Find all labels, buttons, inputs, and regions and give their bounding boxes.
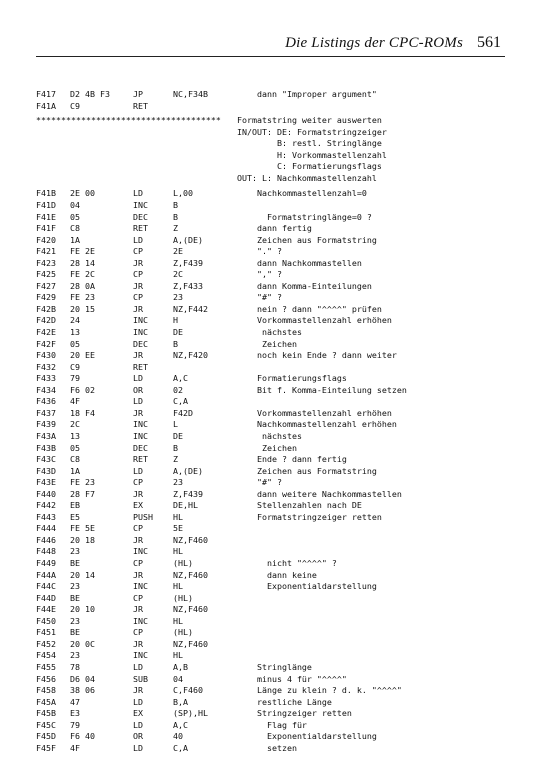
opcode-bytes: FE 2E <box>70 246 95 257</box>
mnemonic: RET <box>133 223 148 234</box>
opcode-bytes: 20 14 <box>70 569 95 580</box>
address: F43B <box>36 442 56 453</box>
opcode-bytes: 28 0A <box>70 280 95 291</box>
operand: 23 <box>173 477 183 488</box>
address: F45C <box>36 719 56 730</box>
mnemonic: CP <box>133 627 143 638</box>
mnemonic: CP <box>133 269 143 280</box>
comment: nein ? dann "^^^^" prüfen <box>237 303 382 314</box>
operand: (HL) <box>173 592 193 603</box>
operand: 04 <box>173 673 183 684</box>
comment: Stringzeiger retten <box>237 708 352 719</box>
operand: L,00 <box>173 188 193 199</box>
comment: IN/OUT: DE: Formatstringzeiger <box>237 126 387 137</box>
address: F458 <box>36 685 56 696</box>
opcode-bytes: 1A <box>70 234 80 245</box>
comment: "#" ? <box>237 292 282 303</box>
opcode-bytes: C9 <box>70 100 80 111</box>
opcode-bytes: 79 <box>70 373 80 384</box>
operand: NZ,F460 <box>173 638 208 649</box>
comment: Exponentialdarstellung <box>237 581 377 592</box>
opcode-bytes: BE <box>70 592 80 603</box>
opcode-bytes: 1A <box>70 465 80 476</box>
address: F448 <box>36 546 56 557</box>
operand: HL <box>173 615 183 626</box>
opcode-bytes: E3 <box>70 708 80 719</box>
mnemonic: OR <box>133 731 143 742</box>
comment: Formatstringzeiger retten <box>237 511 382 522</box>
comment: Ende ? dann fertig <box>237 454 347 465</box>
comment: dann weitere Nachkommastellen <box>237 488 402 499</box>
opcode-bytes: F6 40 <box>70 731 95 742</box>
comment: "#" ? <box>237 477 282 488</box>
opcode-bytes: 05 <box>70 338 80 349</box>
operand: B <box>173 199 178 210</box>
opcode-bytes: FE 23 <box>70 477 95 488</box>
mnemonic: INC <box>133 419 148 430</box>
mnemonic: JR <box>133 685 143 696</box>
address: F436 <box>36 396 56 407</box>
comment: H: Vorkommastellenzahl <box>237 149 387 160</box>
opcode-bytes: F6 02 <box>70 384 95 395</box>
comment: Zeichen aus Formatstring <box>237 465 377 476</box>
operand: NZ,F460 <box>173 604 208 615</box>
address: F433 <box>36 373 56 384</box>
opcode-bytes: C9 <box>70 361 80 372</box>
operand: NC,F34B <box>173 89 208 99</box>
operand: B <box>173 211 178 222</box>
address: F456 <box>36 673 56 684</box>
mnemonic: LD <box>133 396 143 407</box>
mnemonic: JR <box>133 257 143 268</box>
comment: Zeichen <box>237 338 297 349</box>
address: F41F <box>36 223 56 234</box>
address: F440 <box>36 488 56 499</box>
address: F41D <box>36 199 56 210</box>
comment: Vorkommastellenzahl erhöhen <box>237 315 392 326</box>
address: F42F <box>36 338 56 349</box>
operand: A,B <box>173 661 188 672</box>
opcode-bytes: 20 18 <box>70 534 95 545</box>
comment: nicht "^^^^" ? <box>237 558 337 568</box>
operand: H <box>173 315 178 326</box>
comment: dann keine <box>237 569 317 580</box>
mnemonic: CP <box>133 558 143 568</box>
opcode-bytes: 05 <box>70 211 80 222</box>
comment: Nachkommastellenzahl=0 <box>237 188 367 199</box>
mnemonic: LD <box>133 719 143 730</box>
mnemonic: JR <box>133 488 143 499</box>
operand: HL <box>173 650 183 661</box>
opcode-bytes: E5 <box>70 511 80 522</box>
opcode-bytes: 20 15 <box>70 303 95 314</box>
opcode-bytes: 28 F7 <box>70 488 95 499</box>
mnemonic: PUSH <box>133 511 153 522</box>
mnemonic: JR <box>133 638 143 649</box>
mnemonic: RET <box>133 361 148 372</box>
opcode-bytes: 18 F4 <box>70 407 95 418</box>
opcode-bytes: 23 <box>70 546 80 557</box>
mnemonic: SUB <box>133 673 148 684</box>
comment: nächstes <box>237 430 302 441</box>
mnemonic: LD <box>133 465 143 476</box>
opcode-bytes: 78 <box>70 661 80 672</box>
operand: DE,HL <box>173 500 198 511</box>
address: F43C <box>36 454 56 465</box>
operand: C,F460 <box>173 685 203 696</box>
comment: dann Nachkommastellen <box>237 257 362 268</box>
address: F44D <box>36 592 56 603</box>
mnemonic: LD <box>133 696 143 707</box>
opcode-bytes: 2E 00 <box>70 188 95 199</box>
address: F429 <box>36 292 56 303</box>
page-number: 561 <box>477 34 501 51</box>
operand: B <box>173 442 178 453</box>
running-title: Die Listings der CPC-ROMs <box>285 35 463 51</box>
operand: 40 <box>173 731 183 742</box>
comment: Zeichen aus Formatstring <box>237 234 377 245</box>
mnemonic: INC <box>133 199 148 210</box>
operand: 23 <box>173 292 183 303</box>
operand: Z,F439 <box>173 257 203 268</box>
header-rule <box>36 56 505 57</box>
mnemonic: RET <box>133 100 148 111</box>
opcode-bytes: 05 <box>70 442 80 453</box>
operand: A,C <box>173 373 188 384</box>
operand: DE <box>173 430 183 441</box>
mnemonic: LD <box>133 188 143 199</box>
mnemonic: CP <box>133 592 143 603</box>
operand: B <box>173 338 178 349</box>
address: F454 <box>36 650 56 661</box>
address: F420 <box>36 234 56 245</box>
mnemonic: INC <box>133 581 148 592</box>
comment: B: restl. Stringlänge <box>237 138 382 149</box>
mnemonic: INC <box>133 430 148 441</box>
operand: (HL) <box>173 627 193 638</box>
mnemonic: DEC <box>133 442 148 453</box>
comment: Formatierungsflags <box>237 373 347 384</box>
address: F45D <box>36 731 56 742</box>
address: F434 <box>36 384 56 395</box>
opcode-bytes: FE 2C <box>70 269 95 280</box>
comment: "," ? <box>237 269 282 280</box>
address: F41B <box>36 188 56 199</box>
address: F42B <box>36 303 56 314</box>
operand: NZ,F460 <box>173 569 208 580</box>
address: F427 <box>36 280 56 291</box>
address: F45A <box>36 696 56 707</box>
mnemonic: INC <box>133 546 148 557</box>
opcode-bytes: 13 <box>70 430 80 441</box>
address: F45B <box>36 708 56 719</box>
comment: dann Komma-Einteilungen <box>237 280 372 291</box>
opcode-bytes: 23 <box>70 615 80 626</box>
mnemonic: LD <box>133 373 143 384</box>
address: F450 <box>36 615 56 626</box>
comment: Vorkommastellenzahl erhöhen <box>237 407 392 418</box>
address: F442 <box>36 500 56 511</box>
mnemonic: EX <box>133 500 143 511</box>
mnemonic: RET <box>133 454 148 465</box>
opcode-bytes: 23 <box>70 650 80 661</box>
opcode-bytes: 79 <box>70 719 80 730</box>
address: F417 <box>36 89 56 99</box>
address: F446 <box>36 534 56 545</box>
mnemonic: CP <box>133 477 143 488</box>
comment: restliche Länge <box>237 696 332 707</box>
mnemonic: EX <box>133 708 143 719</box>
comment: noch kein Ende ? dann weiter <box>237 350 397 361</box>
comment: setzen <box>237 742 297 753</box>
opcode-bytes: 4F <box>70 742 80 753</box>
opcode-bytes: 13 <box>70 327 80 337</box>
operand: NZ,F420 <box>173 350 208 361</box>
opcode-bytes: 47 <box>70 696 80 707</box>
operand: HL <box>173 581 183 592</box>
comment: Formatstringlänge=0 ? <box>237 211 372 222</box>
comment: nächstes <box>237 327 302 337</box>
operand: 2E <box>173 246 183 257</box>
address: F425 <box>36 269 56 280</box>
opcode-bytes: BE <box>70 627 80 638</box>
address: F43A <box>36 430 56 441</box>
operand: L <box>173 419 178 430</box>
mnemonic: LD <box>133 742 143 753</box>
mnemonic: JR <box>133 534 143 545</box>
opcode-bytes: 38 06 <box>70 685 95 696</box>
operand: DE <box>173 327 183 337</box>
opcode-bytes: EB <box>70 500 80 511</box>
address: F430 <box>36 350 56 361</box>
operand: NZ,F460 <box>173 534 208 545</box>
operand: HL <box>173 511 183 522</box>
comment: Formatstring weiter auswerten <box>237 115 382 126</box>
operand: A,C <box>173 719 188 730</box>
mnemonic: DEC <box>133 211 148 222</box>
opcode-bytes: 23 <box>70 581 80 592</box>
comment: C: Formatierungsflags <box>237 161 382 172</box>
mnemonic: CP <box>133 292 143 303</box>
opcode-bytes: D6 04 <box>70 673 95 684</box>
address: F45F <box>36 742 56 753</box>
address: F455 <box>36 661 56 672</box>
opcode-bytes: BE <box>70 558 80 568</box>
address: F443 <box>36 511 56 522</box>
mnemonic: DEC <box>133 338 148 349</box>
address: F452 <box>36 638 56 649</box>
comment: Nachkommastellenzahl erhöhen <box>237 419 397 430</box>
mnemonic: OR <box>133 384 143 395</box>
opcode-bytes: 4F <box>70 396 80 407</box>
operand: C,A <box>173 396 188 407</box>
operand: (SP),HL <box>173 708 208 719</box>
operand: Z <box>173 223 178 234</box>
mnemonic: CP <box>133 246 143 257</box>
address: F41E <box>36 211 56 222</box>
opcode-bytes: 20 EE <box>70 350 95 361</box>
opcode-bytes: 28 14 <box>70 257 95 268</box>
opcode-bytes: 04 <box>70 199 80 210</box>
opcode-bytes: C8 <box>70 223 80 234</box>
comment: dann fertig <box>237 223 312 234</box>
mnemonic: CP <box>133 523 143 534</box>
comment: Flag für <box>237 719 307 730</box>
operand: A,(DE) <box>173 465 203 476</box>
opcode-bytes: FE 5E <box>70 523 95 534</box>
operand: F42D <box>173 407 193 418</box>
comment: OUT: L: Nachkommastellenzahl <box>237 172 377 183</box>
mnemonic: JP <box>133 89 143 99</box>
opcode-bytes: 24 <box>70 315 80 326</box>
comment: "." ? <box>237 246 282 257</box>
opcode-bytes: 20 0C <box>70 638 95 649</box>
address: F439 <box>36 419 56 430</box>
address: F44E <box>36 604 56 615</box>
mnemonic: LD <box>133 234 143 245</box>
comment: Bit f. Komma-Einteilung setzen <box>237 384 407 395</box>
opcode-bytes: 2C <box>70 419 80 430</box>
address: F42D <box>36 315 56 326</box>
address: F432 <box>36 361 56 372</box>
mnemonic: JR <box>133 350 143 361</box>
opcode-bytes: C8 <box>70 454 80 465</box>
comment: Zeichen <box>237 442 297 453</box>
mnemonic: INC <box>133 615 148 626</box>
operand: 5E <box>173 523 183 534</box>
address: F43D <box>36 465 56 476</box>
address: F423 <box>36 257 56 268</box>
operand: HL <box>173 546 183 557</box>
mnemonic: JR <box>133 407 143 418</box>
address: F42E <box>36 327 56 337</box>
mnemonic: JR <box>133 569 143 580</box>
operand: NZ,F442 <box>173 303 208 314</box>
opcode-bytes: D2 4B F3 <box>70 89 110 99</box>
comment: minus 4 für "^^^^" <box>237 673 347 684</box>
mnemonic: JR <box>133 280 143 291</box>
address: F44C <box>36 581 56 592</box>
address: F44A <box>36 569 56 580</box>
mnemonic: JR <box>133 303 143 314</box>
comment: Stringlänge <box>237 661 312 672</box>
separator-stars: ************************************* <box>36 115 221 126</box>
mnemonic: INC <box>133 327 148 337</box>
comment: Exponentialdarstellung <box>237 731 377 742</box>
mnemonic: JR <box>133 604 143 615</box>
operand: C,A <box>173 742 188 753</box>
operand: Z,F433 <box>173 280 203 291</box>
address: F444 <box>36 523 56 534</box>
comment: Stellenzahlen nach DE <box>237 500 362 511</box>
operand: B,A <box>173 696 188 707</box>
address: F437 <box>36 407 56 418</box>
page-header <box>285 34 501 52</box>
mnemonic: INC <box>133 650 148 661</box>
operand: (HL) <box>173 558 193 568</box>
address: F449 <box>36 558 56 568</box>
opcode-bytes: FE 23 <box>70 292 95 303</box>
mnemonic: INC <box>133 315 148 326</box>
operand: 2C <box>173 269 183 280</box>
operand: 02 <box>173 384 183 395</box>
mnemonic: LD <box>133 661 143 672</box>
operand: Z,F439 <box>173 488 203 499</box>
address: F421 <box>36 246 56 257</box>
address: F41A <box>36 100 56 111</box>
comment: dann "Improper argument" <box>237 89 377 99</box>
comment: Länge zu klein ? d. k. "^^^^" <box>237 685 402 696</box>
address: F43E <box>36 477 56 488</box>
operand: Z <box>173 454 178 465</box>
address: F451 <box>36 627 56 638</box>
opcode-bytes: 20 10 <box>70 604 95 615</box>
operand: A,(DE) <box>173 234 203 245</box>
